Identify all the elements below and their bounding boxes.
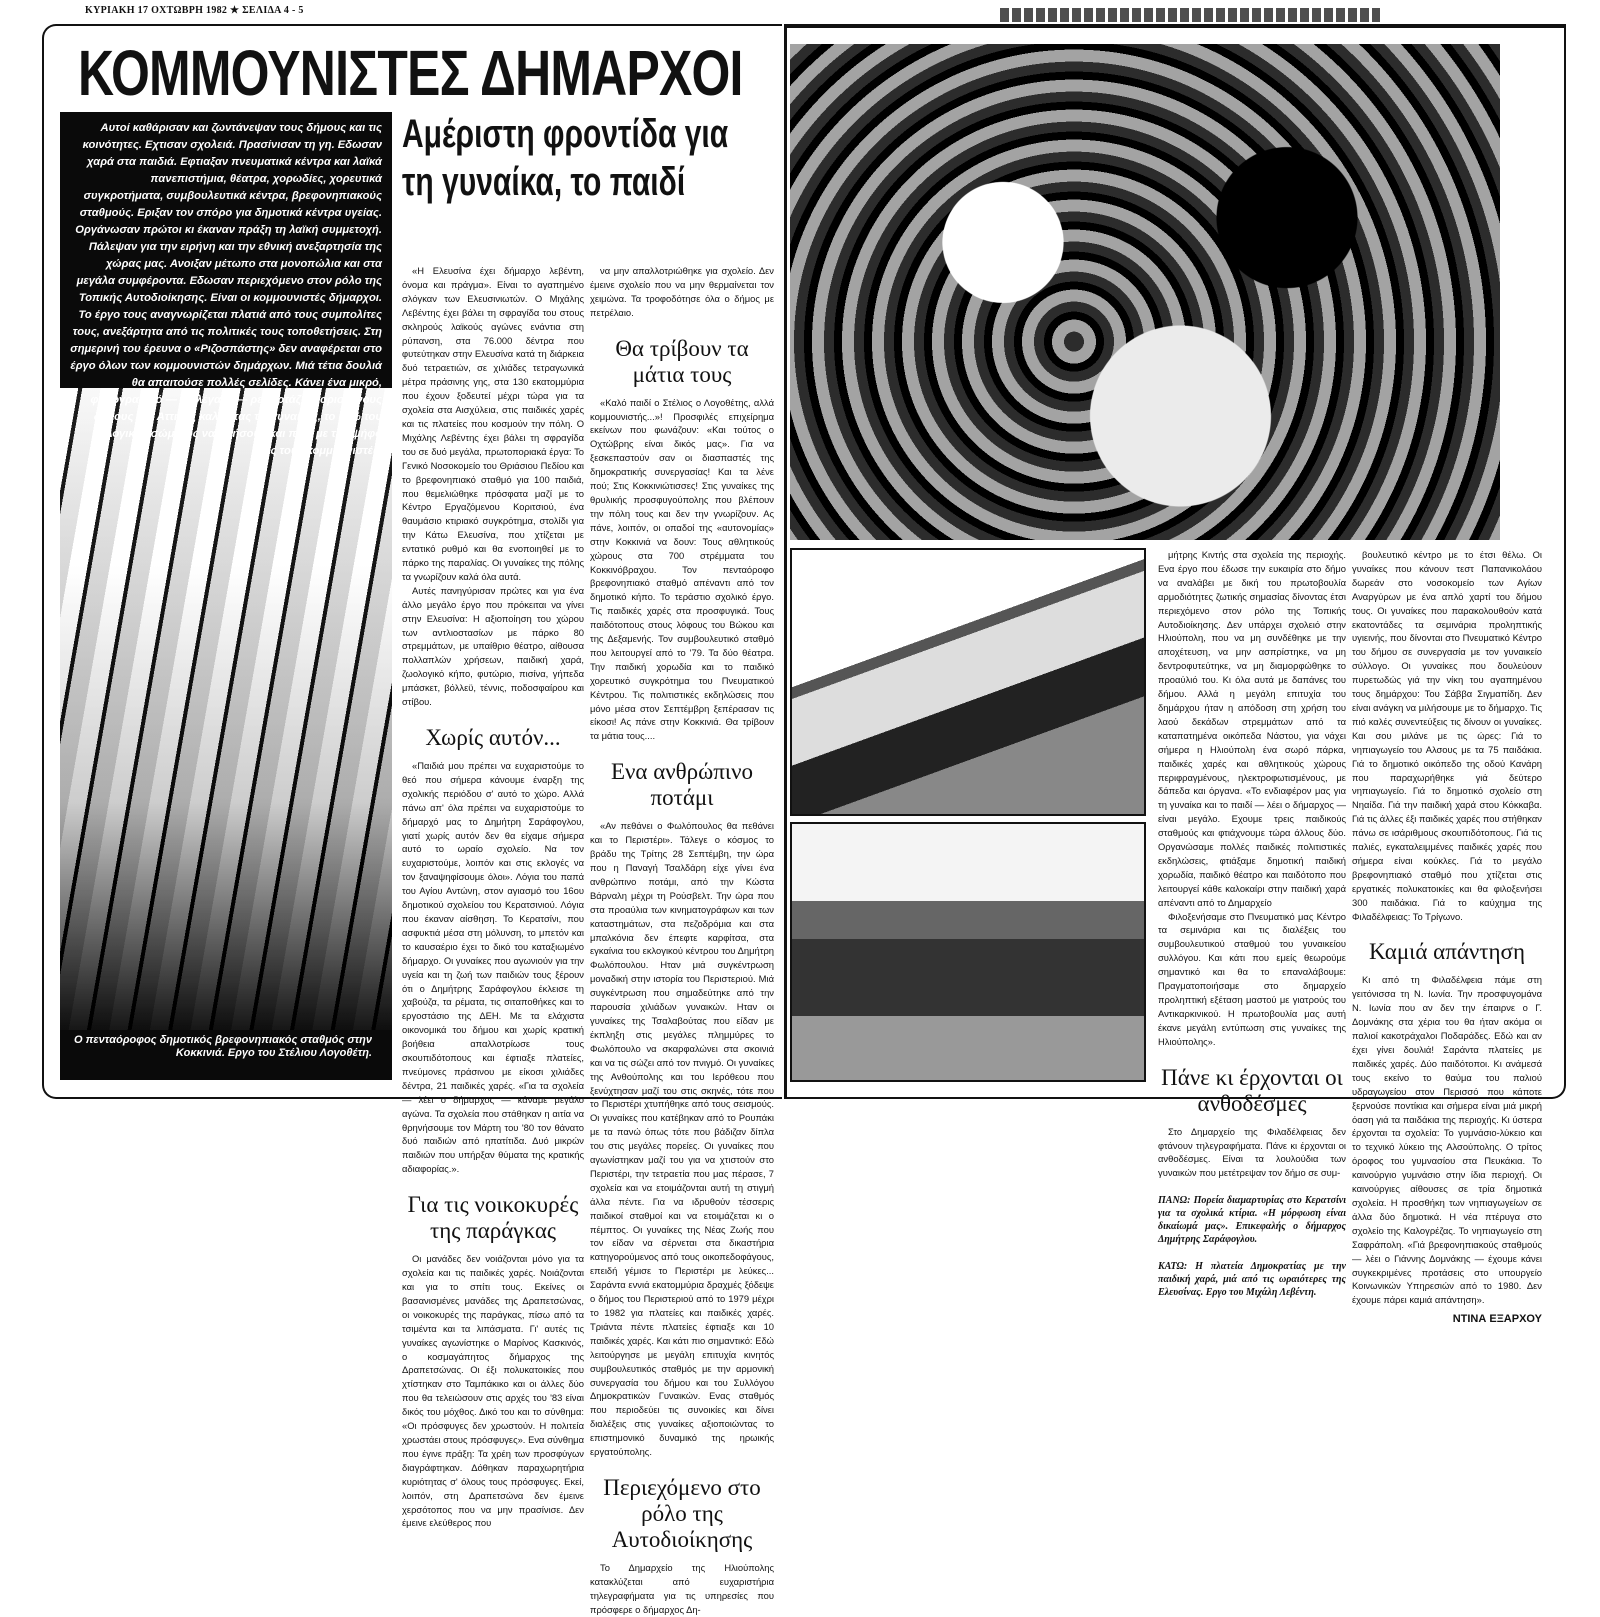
section-heading: Πάνε κι έρχονται οι ανθοδέσμες [1161,1064,1343,1116]
paragraph: μήτρης Κιντής στα σχολεία της περιοχής. Ενα έργο που έδωσε την ευκαιρία στο δήμο να αναλάβει με δική του πρωτοβουλία αρμοδιότητες ζωτικής σημασίας δίνοντας έτσι περιεχόμενο στον ρόλο της Τοπικής Αυτοδιοίκησης. Δεν υπάρχει σχολειό στην Ηλιούπολη, που να μη συνδέθηκε με την αποχέτευση, να μην ασπρίστηκε, να μη δεντροφυτεύτηκε, να μη διαμορφώθηκε το προαύλιό του. Κι όλα αυτά με δαπάνες του δήμου. Αλλά η μεγάλη επιτυχία του δημάρχου ήταν η απόδοση στη χρήση του λαού δεκάδων στρεμμάτων από τα καταπατημένα οικόπεδα Νάστου, για νάχει σήμερα η Ηλιούπολη ένα σωρό πάρκα, παιδικές χαρές και αθλητικούς χώρους περιφραγμένους, ηλεκτροφωτισμένους, με δάπεδα και όργανα. «Το ενδιαφέρον μας για τη γυναίκα και το παιδί — λέει ο δήμαρχος — είναι μεγάλο. Εχουμε τρεις παιδικούς σταθμούς και φτιάχνουμε τώρα άλλους δύο. Οργανώσαμε πολλές παιδικές πολιτιστικές εκδηλώσεις, φτιάξαμε δημοτική παιδική χορωδία, παιδικό θέατρο και παιδότοπο που λειτουργεί κάθε καλοκαίρι στην παιδική χαρά απέναντι από το Δημαρχείο [1158,549,1346,908]
section-heading: Χωρίς αυτόν... [425,725,561,750]
photo-protest-march [790,548,1146,816]
article-column-2 [590,264,774,1617]
paragraph: Αυτές πανηγύρισαν πρώτες και για ένα άλλο μεγάλο έργο που πρόκειται να γίνει στην Ελευσίνα: Η αξιοποίηση του χώρου των αντλιοστασίων με πάρκο 80 στρεμμάτων, με υπαίθριο θέατρο, αίθουσα πολλαπλών χρήσεων, παιδική χαρά, ζωολογικό κήπο, φυτώριο, πισίνα, γήπεδα μπάσκετ, βόλλεϋ, τέννις, ποδοσφαίρου και στίβου. [402,584,584,708]
article-column-1 [402,264,584,1530]
paragraph: «Καλό παιδί ο Στέλιος ο Λογοθέτης, αλλά κομμουνιστής...»! Προσφιλές επιχείρημα εκείνων που φωνάζουν: «Και τούτος ο Οχτώβρης είναι δικός μας». Για να ξεσκεπαστούν σαν οι διασπαστές της δημοκρατικής συνεργασίας! Και τα λένε πού; Στις Κοκκινιώτισσες! Στις γυναίκες της θρυλικής προσφυγούπολης που βλέπουν την πόλη τους και δεν την γνωρίζουν. Ας πάνε, λοιπόν, οι οπαδοί της «αυτονομίας» στην Κοκκινιά να δουν: Τους αθλητικούς χώρους στα 700 στρέμματα του Κοκκινόβραχου. Τον πενταόροφο βρεφονηπιακό σταθμό απέναντι από τον δημοτικό κήπο. Το τεράστιο σχολικό έργο. Τις παιδικές χαρές στα προσφυγικά. Τους παιδότοπους στους λόφους του Βώκου και της Δεξαμενής. Τον συμβουλευτικό σταθμό που λειτουργεί από το '79. Τα δύο θέατρα. Την παιδική χορωδία και το παιδικό χορευτικό συγκρότημα του Πνευματικού Κέντρου. Τις πολιτιστικές εκδηλώσεις που μόνο μέσα στον Σεπτέμβρη ξεπέρασαν τις είκοσι! Ας πάνε στην Κοκκινιά. Θα τρίβουν τα μάτια τους.... [590,396,774,742]
section-heading: Καμιά απάντηση [1369,939,1525,965]
article-column-3 [1158,548,1346,1299]
section-heading: Ενα ανθρώπινο ποτάμι [610,759,754,811]
author-byline: ΝΤΙΝΑ ΕΞΑΡΧΟΥ [1452,1313,1542,1326]
paragraph: Στο Δημαρχείο της Φιλαδέλφειας δεν φτάνουν τηλεγραφήματα. Πάνε κι έρχονται οι ανθοδέσμες. Είναι τα λουλούδια των γυναικών που μετέτρεψαν τον δήμο σε συμ- [1158,1125,1346,1179]
photo-caption: Ο πενταόροφος δημοτικός βρεφονηπιακός σταθμός στην Κοκκινιά. Εργο του Στέλιου Λογοθέτη. [60,1030,392,1080]
paragraph: Το Δημαρχείο της Ηλιούπολης κατακλύζεται από ευχαριστήρια τηλεγραφήματα για τις υπηρεσίες που πρόσφερε ο δήμαρχος Δη- [590,1561,774,1615]
paragraph: «Η Ελευσίνα έχει δήμαρχο λεβέντη, όνομα και πράγμα». Είναι το αγαπημένο σλόγκαν των Ελευσινιωτών. Ο Μιχάλης Λεβέντης έχει βάλει τη σφραγίδα του στους σκληρούς λαϊκούς αγώνες ενάντια στη ρύπανση, στα 76.000 δέντρα που φυτεύτηκαν στην Ελευσίνα κατά τη διάρκεια δυό τετραετιών, σε χιλιάδες τετραγωνικά μέτρα πράσινης γης, στα 130 εκατομμύρια που έχουν ξοδευτεί μέχρι τώρα για τα σχολεία στα Αισχύλεια, στις παιδικές χαρές και τις πλατείες που κοσμούν την πόλη. Ο Μιχάλης Λεβέντης έχει βάλει τη σφραγίδα του σε δυό μεγάλα, πρωτοποριακά έργα: Το Γενικό Νοσοκομείο του Θριάσιου Πεδίου και το βρεφονηπιακό σταθμό για 100 παιδιά, που θεμελιώθηκε πρόσφατα μαζί με το Κέντρο Εργαζόμενου Κοριτσιού, ένα θαυμάσιο κτιριακό συγκρότημα, στολίδι για την Κάτω Ελευσίνα, που χτίζεται με εντατικό ρυθμό και θα ενοποιηθεί με το πάρκο της παραλίας. Οι γυναίκες της πόλης τα γνωρίζουν καλά όλα αυτά. [402,265,584,582]
masthead-strip [1000,8,1380,22]
paragraph: Οι μανάδες δεν νοιάζονται μόνο για τα σχολεία και τις παιδικές χαρές. Νοιάζονται και για το σπίτι τους. Εκείνες οι βασανισμένες μανάδες της Δραπετσώνας, οι νοικοκυρές της παράγκας, πίσω από τα τσιμέντα και τα λιπάσματα. Γι' αυτές τις γυναίκες αγωνίστηκε ο Μαρίνος Κασκινός, ο κοσμαγάπητος δήμαρχος της Δραπετσώνας. Οι έξι πολυκατοικίες που χτίστηκαν στο Ταμπάκικο και οι άλλες δύο που θα τελειώσουν στις αρχές του '83 είναι δικός του μόχθος. Δικό του και το σύνθημα: «Οι πρόσφυγες δεν χρωστούν. Η πολιτεία χρωστάει στους πρόσφυγες». Ενα σύνθημα που έγινε πράξη: Τα χρέη των προσφύγων διαγράφτηκαν. Δόθηκαν παραχωρητήρια κυριότητας σ' όλους τους πρόσφυγες. Εκεί, λοιπόν, στη Δραπετσώνα δεν έμεινε χερσότοπος που να μην πρασίνισε. Δεν έμεινε ελεύθερος που [402,1253,584,1529]
intro-box: Αυτοί καθάρισαν και ζωντάνεψαν τους δήμους και τις κοινότητες. Εχτισαν σχολειά. Πρασίνισαν τη γη. Εδωσαν χαρά στα παιδιά. Εφτιαξαν πνευματικά κέντρα και λαϊκά πανεπιστήμια, θέατρα, χορωδίες, χορευτικά συγκροτήματα, συμβουλευτικά κέντρα, βρεφονηπιακούς σταθμούς. Εριξαν τον σπόρο για δημοτικά κέντρα υγείας. Οργάνωσαν πρώτοι κι έκαναν πράξη τη λαϊκή συμμετοχή. Πάλεψαν για την ειρήνη και την εθνική ανεξαρτησία της χώρας μας. Ανοιξαν μέτωπο στα μονοπώλια και στα μεγάλα συμφέροντα. Εδωσαν περιεχόμενο στον ρόλο της Τοπικής Αυτοδιοίκησης. Είναι οι κομμουνιστές δήμαρχοι. Το έργο τους αναγνωρίζεται πλατιά από τους συμπολίτες τους, ανεξάρτητα από τις πολιτικές τους τοποθετήσεις. Στη σημερινή του έρευνα ο «Ριζοσπάστης» δεν αναφέρεται στο έργο όλων των κομμουνιστών δημάρχων. Μιά τέτια δουλιά θα απαιτούσε πολλές σελίδες. Κάνει ένα μικρό, φωτογραφικό — θα λέγαμε — ρεπορτάζ σε ορισμένους δήμους της Αττικής καλώντας τις γυναίκες, το 50% του εκλογικού σώματος να τιμήσουν και πάλι με την ψήφο τους τους κομμουνιστές. [60,112,392,388]
photo-town-square [790,822,1146,1082]
dateline: ΚΥΡΙΑΚΗ 17 ΟΧΤΩΒΡΗ 1982 ★ ΣΕΛΙΔΑ 4 - 5 [85,5,304,16]
article-column-4 [1352,548,1542,1325]
section-heading: Θα τρίβουν τα μάτια τους [615,335,749,387]
paragraph: να μην απαλλοτριώθηκε για σχολείο. Δεν έμεινε σχολείο που να μην θερμαίνεται τον χειμώνα. Τα τροφοδότησε όλα ο δήμος με πετρέλαιο. [590,265,774,318]
photo-caption-bottom: ΚΑΤΩ: Η πλατεία Δημοκρατίας με την παιδική χαρά, μιά από τις ωραιότερες της Ελευσίνας. Εργο του Μιχάλη Λεβέντη. [1158,1261,1346,1299]
photo-caption-top: ΠΑΝΩ: Πορεία διαμαρτυρίας στο Κερατσίνι για τα σχολικά κτίρια. «Η μόρφωση είναι δικαίωμά μας». Επικεφαλής ο δήμαρχος Δημήτρης Σαράφογλου. [1158,1195,1346,1246]
photo-nursery-building [60,388,392,1078]
paragraph: βουλευτικό κέντρο με το έτσι θέλω. Οι γυναίκες που κάνουν τεστ Παπανικολάου δωρεάν στο νοσοκομείο των Αγίων Αναργύρων με ένα απλό χαρτί του δήμου τους. Οι γυναίκες που παρακολουθούν κατά εκατοντάδες τα σεμινάρια προληπτικής υγιεινής, που δίνονται στο Πνευματικό Κέντρο του δήμου σε συνεργασία με τον γυναικείο σύλλογο. Οι γυναίκες που δουλεύουν πυρετωδώς γιά την νίκη του αγαπημένου τους δημάρχου: Του Σάββα Σιγμαπίδη. Δεν είναι ανάγκη να μιλήσουμε με το δήμαρχο. Τις πιό καλές συνεντεύξεις τις δίνουν οι γυναίκες. Και σου μιλάνε με τις ώρες: Γιά το νηπιαγωγείο του Αλσους με τα 75 παιδάκια. Γιά το δημοτικό οικόπεδο της οδού Κανάρη που παραχωρήθηκε γιά δεύτερο νηπιαγωγείο. Γιά το δημοτικό σχολείο στη Νηαίδα. Γιά την παιδική χαρά στου Κόκκαβα. Γιά τις άλλες έξι παιδικές χαρές που στήθηκαν πάνω σε ισάριθμους σκουπιδότοπους. Γιά τις παλιές, εγκαταλειμμένες παιδικές χαρές που σήμερα είναι κούκλες. Γιά το μεγάλο βρεφονηπιακό σταθμό που χτίζεται στις εργατικές πολυκατοικίες και θα φιλοξενήσει 300 παιδάκια. Γιά το καύχημα της Φιλαδέλφειας: Το Τρίγωνο. [1352,549,1542,922]
section-heading: Για τις νοικοκυρές της παράγκας [407,1192,579,1244]
paragraph: Κι από τη Φιλαδέλφεια πάμε στη γειτόνισσα τη Ν. Ιωνία. Την προσφυγομάνα Ν. Ιωνία που αν δεν την έπαιρνε ο Γ. Δομνάκης στα χέρια του θα ήταν ακόμα οι παλιοί κακοτράχαλοι Ποδαράδες. Εδώ και αν έχει γίνει δουλιά! Σαράντα πλατείες με παιδικές χαρές. Δύο παιδότοποι. Κι ανάμεσά τους εκείνο το θαύμα του παλιού υδραγωγείου στον Περισσό που κάποτε ξερνούσε ποντίκια και σήμερα είναι μιά μικρή όαση γιά τα παιδάκια της περιοχής. Κι ύστερα έρχονται τα σχολεία: Το γυμνάσιο-λύκειο και το τεχνικό λύκειο της Αλσούπολης. Ο τρίτος όροφος του γυμνασίου στα Πευκάκια. Το καινούργιο γυμνάσιο στην ίδια περιοχή. Οι καινούργιες αίθουσες σε τρία δημοτικά σχολεία. Η προσθήκη των νηπιαγωγείων σε άλλα δύο δημοτικά. Η νέα πτέρυγα στο σχολείο της Καλογρέζας. Το νηπιαγωγείο στη Σαφράπολη. «Γιά βρεφονηπιακούς σταθμούς — λέει ο Γιάννης Δομνάκης — έχουμε κάνει συγκεκριμένες προτάσεις στο υπουργείο Κοινωνικών Υπηρεσιών από το 1980. Δεν έχουμε πάρει καμιά απάντηση». [1352,974,1542,1306]
page-headline: ΚΟΜΜΟΥΝΙΣΤΕΣ ΔΗΜΑΡΧΟΙ [78,37,743,109]
photo-crowd-of-women [790,44,1500,540]
article-headline: Αμέριστη φροντίδα για τη γυναίκα, το παιδί [402,112,729,204]
paragraph: Φιλοξενήσαμε στο Πνευματικό μας Κέντρο τα σεμινάρια και τις διαλέξεις του συμβουλευτικού σταθμού του γυναικείου συλλόγου. Και κάτι που εμείς θεωρούμε σημαντικό και θα το επαναλάβουμε: Πραγματοποιήσαμε στο δημαρχείο προληπτική εξέταση μαστού με γιατρούς του Αντικαρκινικού. Η πρωτοβουλία μας αυτή έκανε μεγάλη εντύπωση στις γυναίκες της Ηλιούπολης». [1158,910,1346,1047]
paragraph: «Αν πεθάνει ο Φωλόπουλος θα πεθάνει και το Περιστέρι». Τάλεγε ο κόσμος το βράδυ της Τρίτης 28 Σεπτέμβη, την ώρα που η Παναγή Τσαλδάρη είχε γίνει ένα ανθρώπινο ποτάμι, από την Κώστα Βάρναλη μέχρι τη Ρούσβελτ. Την ώρα που στα προαύλια των κινηματογράφων και των καταστημάτων, στα πεζοδρόμια και στα μπαλκόνια δεν έπεφτε καρφίτσα, στα εγκαίνια του εκλογικού κέντρου του Δημήτρη Φωλόπουλου. Ηταν μιά συγκέντρωση μοναδική στην ιστορία του Περιστεριού. Μιά συγκέντρωση που σημαδεύτηκε από την παρουσία χιλιάδων γυναικών. Ηταν οι γυναίκες της Τσαλαβούτας που είδαν με έκπληξη στις μεγάλες πλημμύρες το Φωλόπουλο να σκαρφαλώνει στα σκοινιά και να τις σώζει από τον πνιγμό. Οι γυναίκες της Ανθούπολης και του Ιερόθεου που ξενύχτησαν μαζί του στις σκηνές, τότε που το Περιστέρι χτυπήθηκε από τους σεισμούς. Οι γυναίκες που κατέβηκαν από το Ρουπάκι με τα πανώ όπως τότε που βάδιζαν δίπλα του στις μεγάλες πορείες. Οι γυναίκες που αγωνίστηκαν μαζί του για να χτιστούν στο Περιστέρι, την τετραετία που μας πέρασε, 7 σχολεία και να ετοιμάζονται αυτή τη στιγμή άλλα πέντε. Για να ιδρυθούν τέσσερις παιδικοί σταθμοί και να ετοιμάζεται κι ο πέμπτος. Οι γυναίκες της Νέας Ζωής που τον είδαν να σέρνεται στα δικαστήρια κατηγορούμενος από τους οικοπεδοφάγους, επειδή γέμισε το Περιστέρι με λεύκες... Σαράντα εννιά εκατομμύρια δραχμές ξόδεψε ο δήμος του Περιστεριού από το 1979 μέχρι το 1982 για πλατείες και παιδικές χαρές. Τριάντα πέντε πλατείες έφτιαξε και 10 παιδικές χαρές. Και κάτι πιο σημαντικό: Εδώ λειτούργησε με μεγάλη επιτυχία κινητός συμβουλευτικός σταθμός με την αρμονική συνεργασία του δήμου και του Συλλόγου Δημοκρατικών Γυναικών. Ενας σταθμός που περιοδεύει τις συνοικίες και δίνει διαλέξεις στις γυναίκες αξιοποιώντας το επιστημονικό δυναμικό της ηρωικής εργατούπολης. [590,820,774,1458]
paragraph: «Παιδιά μου πρέπει να ευχαριστούμε το θεό που σήμερα κάνουμε έναρξη της σχολικής περιόδου σ' αυτό το χώρο. Αλλά πάνω απ' όλα πρέπει να ευχαριστούμε το δήμαρχό μας το Δημήτρη Σαράφογλου, γιατί χωρίς αυτόν δεν θα είχαμε σήμερα αυτό το ωραίο σχολείο. Να τον ευχαριστούμε, λοιπόν και στις εκλογές να τον ξαναψηφίσουμε όλοι». Λόγια του παπά του Αγίου Αντώνη, στον αγιασμό του 16ου δημοτικού σχολείου του Κερατσινιού. Λόγια που έκαναν αίσθηση. Το Κερατσίνι, που ασφυκτιά μέσα στη μόλυνση, το μπετόν και το καυσαέριο έχει το δικό του καταξιωμένο δήμαρχο. Οι γυναίκες που αγωνιούν για την υγεία και τη ζωή των παιδιών τους ξέρουν ότι ο Δημήτρης Σαράφογλου έκλεισε τη χαβούζα, τα ρέματα, τις σιταποθήκες και το εργοστάσιο της ΔΕΗ. Με τα ελάχιστα οικονομικά του δήμου και χωρίς κρατική βοήθεια απαλλοτρίωσε τους σκουπιδότοπους και έφτιαξε πλατείες, πνεύμονες πράσινου με είκοσι χιλιάδες δέντρα, 21 παιδικές χαρές. «Για τα σχολεία — λέει ο δήμαρχος — κάναμε μεγάλο αγώνα. Τα σχολεία που στάθηκαν η αιτία να θρηνήσουμε τον Μάρτη του '80 τον θάνατο δυό παιδιών από ηπατίτιδα. Δυό μικρών παιδιών που υπήρξαν θύματα της κρατικής αδιαφορίας.». [402,760,584,1175]
section-heading: Περιεχόμενο στο ρόλο της Αυτοδιοίκησης [603,1474,761,1552]
